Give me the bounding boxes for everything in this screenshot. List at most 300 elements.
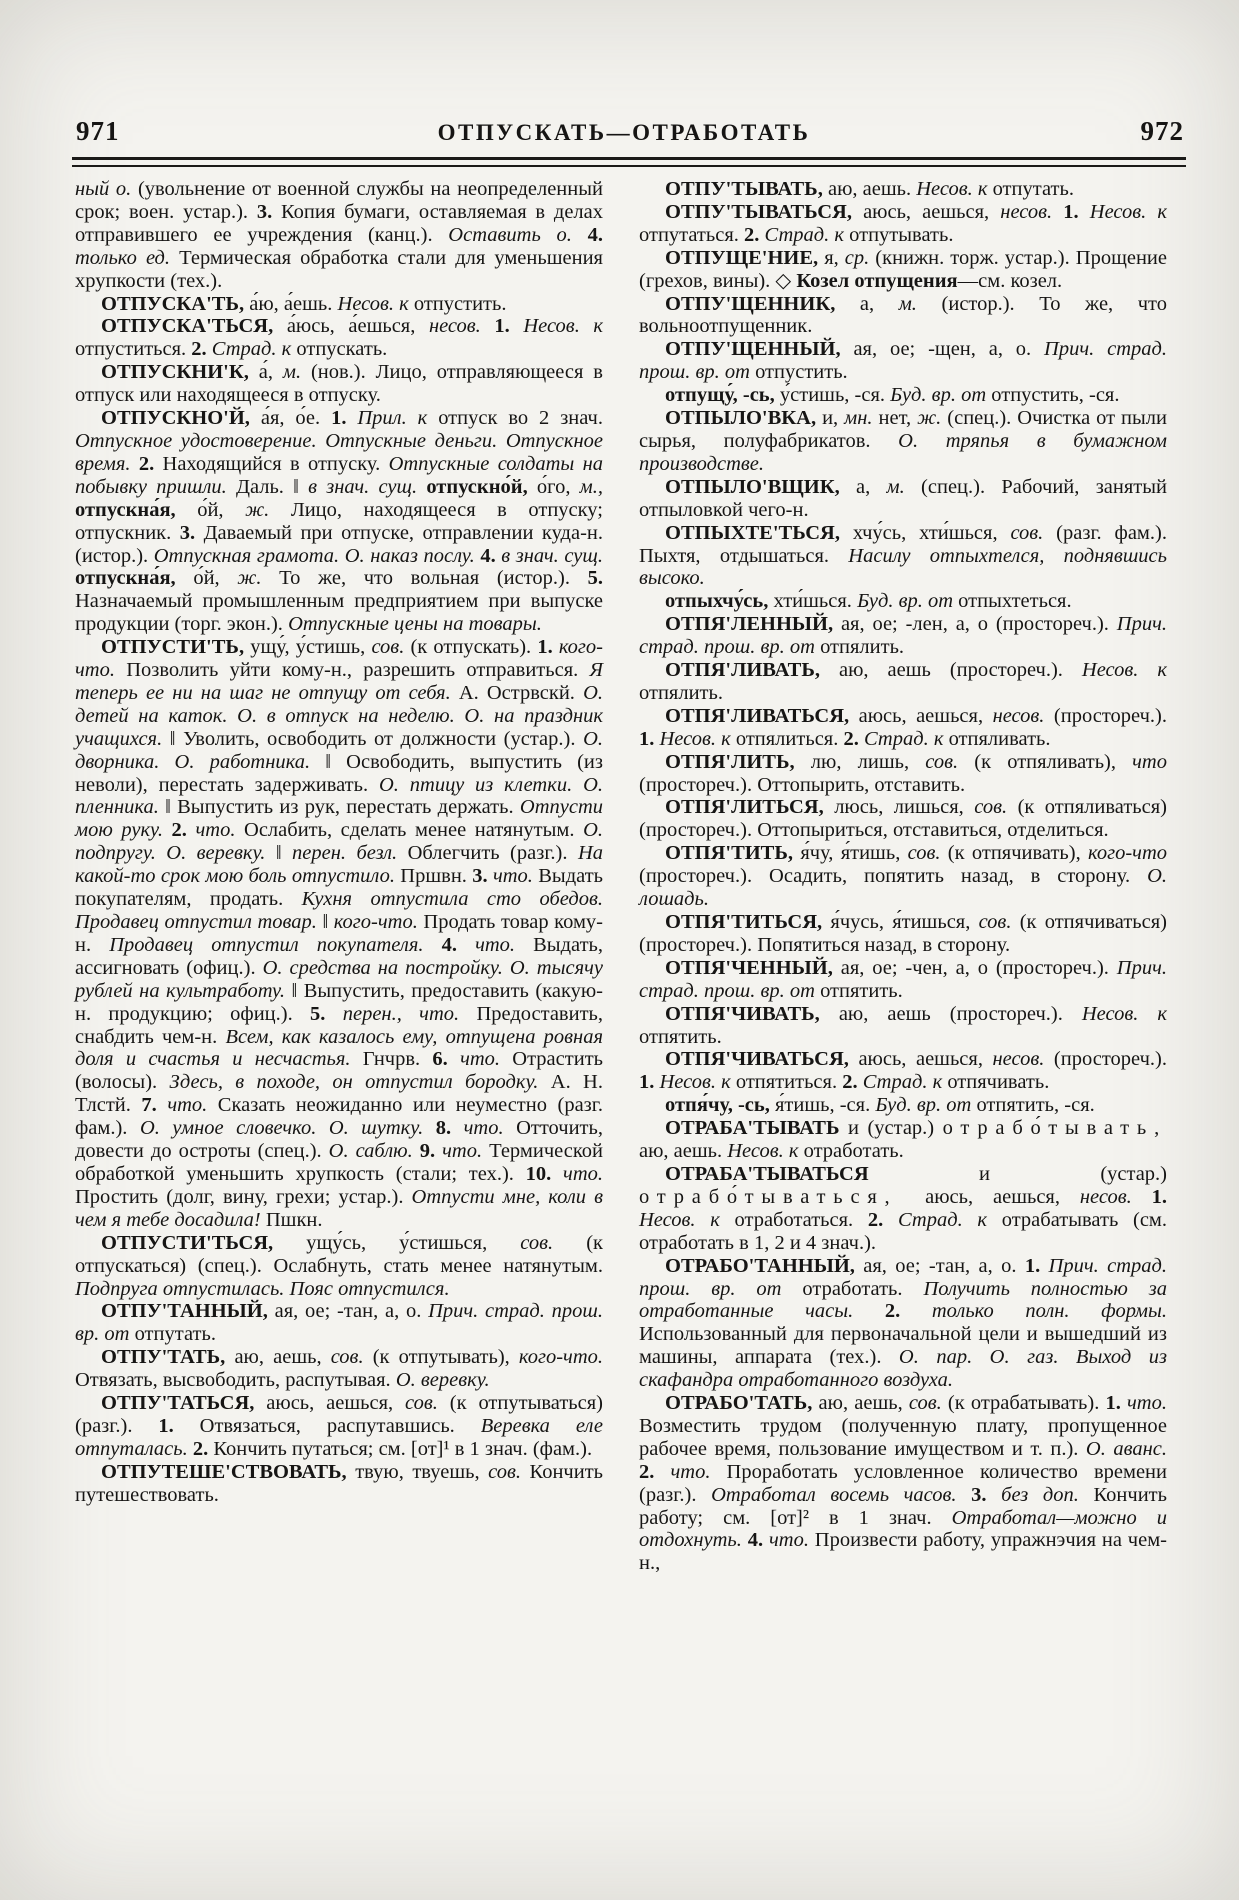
entry-text-segment: (к отпутывать), bbox=[372, 1346, 519, 1369]
entry-text-segment: отпустить. bbox=[413, 292, 507, 315]
entry-text-segment: аюсь, аешься, bbox=[858, 1048, 993, 1071]
entry-text-segment: я́чу, я́тишь, bbox=[800, 842, 908, 865]
entry-text-segment: (к отпяливать), bbox=[974, 750, 1133, 773]
entry-text-segment: Позволить уйти кому-н., разрешить отправиться. bbox=[126, 659, 590, 682]
entry-text-segment: Сказать неожиданно или неуместно (разг. фам.). bbox=[75, 1094, 604, 1140]
entry-text-segment: 1. bbox=[494, 315, 524, 338]
entry-text-segment: Подпруга отпустилась. Пояс отпустился. bbox=[75, 1277, 450, 1300]
dictionary-entry bbox=[639, 178, 1167, 201]
entry-text-segment: аю, аешь. bbox=[827, 178, 917, 200]
dictionary-entry bbox=[639, 384, 1167, 407]
entry-text-segment: 2. bbox=[192, 1437, 214, 1460]
dictionary-entry bbox=[639, 201, 1167, 247]
entry-text-segment: Прич. страд. прош. вр. от bbox=[639, 956, 1168, 1002]
entry-text-segment: и (устар.) bbox=[978, 1162, 1167, 1185]
entry-text-segment: отработаться. bbox=[734, 1208, 868, 1231]
entry-text-segment: ая, ое; -щен, а, о. bbox=[853, 338, 1045, 361]
entry-text-segment: отработать. bbox=[803, 1140, 904, 1163]
dictionary-entry bbox=[639, 659, 1167, 705]
entry-text-segment: Простить (долг, вину, грехи; устар.). bbox=[75, 1185, 412, 1208]
entry-text-segment: Даваемый при отпуске, отправлении куда-н. (истор.). bbox=[75, 521, 603, 567]
entry-text-segment: (нов.). Лицо, отправляющееся в отпуск или находящееся в отпуску. bbox=[75, 361, 603, 407]
dictionary-entry bbox=[75, 361, 603, 407]
entry-text-segment: 1. bbox=[537, 636, 559, 659]
entry-text-segment: Кончить путешествовать. bbox=[75, 1460, 604, 1506]
entry-text-segment: аю, аешь, bbox=[234, 1346, 331, 1369]
right-column bbox=[639, 178, 1167, 1575]
dictionary-entry bbox=[639, 1048, 1167, 1094]
entry-text-segment: ущу́, у́стишь, bbox=[250, 636, 372, 659]
entry-text-segment: сов. bbox=[488, 1460, 530, 1483]
text-columns bbox=[75, 178, 1167, 1575]
entry-text-segment: ОТПУЩЕ'НИЕ, bbox=[665, 246, 825, 269]
dictionary-entry bbox=[639, 247, 1167, 293]
entry-text-segment: Страд. к bbox=[897, 1208, 1002, 1231]
entry-text-segment: 2. bbox=[191, 338, 212, 361]
entry-text-segment: отпятить. bbox=[820, 979, 903, 1002]
entry-text-segment: (простореч.). Осадить, попятить назад, в сторону. bbox=[639, 865, 1148, 888]
entry-text-segment: м. bbox=[282, 361, 311, 384]
entry-text-segment: Отпускные солдаты на побывку пришли. bbox=[75, 452, 604, 498]
entry-text-segment: ОТРАБА'ТЫВАТЬ bbox=[665, 1117, 848, 1140]
entry-text-segment: О. лошадь. bbox=[639, 865, 1167, 911]
entry-text-segment: ОТПУ'ТАТЬСЯ, bbox=[101, 1392, 267, 1415]
entry-text-segment: ОТПЫХТЕ'ТЬСЯ, bbox=[665, 521, 853, 544]
entry-text-segment: отпустить, -ся. bbox=[991, 384, 1120, 407]
entry-text-segment: ОТПЯ'ТИТЬ, bbox=[665, 842, 801, 865]
dictionary-entry bbox=[639, 1117, 1167, 1163]
entry-text-segment: ОТПЯ'ТИТЬСЯ, bbox=[665, 911, 831, 933]
dictionary-entry bbox=[75, 1232, 603, 1301]
entry-text-segment: что. bbox=[442, 1140, 490, 1163]
entry-text-segment: О. подпругу. О. веревку. bbox=[75, 819, 604, 865]
entry-text-segment: аю, аешь (простореч.). bbox=[839, 659, 1082, 682]
entry-text-segment: О. умное словечко. О. шутку. bbox=[139, 1117, 436, 1140]
entry-text-segment: нет, bbox=[878, 407, 918, 430]
dictionary-entry bbox=[639, 957, 1167, 1003]
entry-text-segment: ‖ Выпустить, предоставить (какую-н. продукцию; офиц.). bbox=[75, 979, 603, 1025]
entry-text-segment: несов. bbox=[992, 704, 1054, 727]
entry-text-segment: кого-что bbox=[1088, 842, 1167, 865]
dictionary-entry bbox=[639, 476, 1167, 522]
entry-text-segment: Козел отпущения bbox=[796, 269, 958, 292]
entry-text-segment: сов. bbox=[330, 1346, 373, 1369]
dictionary-entry bbox=[639, 1094, 1167, 1117]
entry-text-segment: ср. bbox=[844, 246, 876, 269]
entry-text-segment: кого-что. bbox=[75, 636, 603, 682]
entry-text-segment: О. тряпья в бумажном производстве. bbox=[639, 429, 1167, 475]
entry-text-segment: несов. bbox=[992, 1048, 1054, 1071]
entry-text-segment: 4. bbox=[441, 933, 476, 956]
entry-text-segment: кого-что. bbox=[333, 911, 424, 933]
entry-text-segment: Несов. к bbox=[916, 178, 993, 200]
entry-text-segment: Страд. к bbox=[211, 338, 297, 361]
entry-text-segment: ОТПЯ'ЛИВАТЬ, bbox=[665, 659, 840, 682]
entry-text-segment: (к отпяливаться) (простореч.). Оттопыриться, отставиться, отделиться. bbox=[639, 796, 1167, 842]
entry-text-segment: 2. bbox=[744, 223, 765, 246]
entry-text-segment: Отпускная грамота. О. наказ послу. bbox=[153, 544, 481, 567]
entry-text-segment: ОТПУСКА'ТЬ, bbox=[101, 292, 250, 315]
entry-text-segment: аюсь, аешься, bbox=[925, 1185, 1080, 1208]
entry-text-segment: А. Острвскй. bbox=[458, 681, 584, 704]
entry-text-segment: ая, ое; -тан, а, о. bbox=[863, 1254, 1025, 1277]
entry-text-segment: ОТРАБО'ТАННЫЙ, bbox=[665, 1254, 864, 1277]
entry-text-segment: 4. bbox=[480, 544, 502, 567]
entry-text-segment: Кухня отпустила сто обедов. Продавец отпустил товар. bbox=[75, 888, 603, 933]
entry-text-segment: 1. bbox=[158, 1414, 200, 1437]
entry-text-segment: 2. bbox=[639, 1460, 671, 1483]
entry-text-segment: отпутывать. bbox=[849, 223, 954, 246]
entry-text-segment: Использованный для первоначальной цели и вышедший из машины, аппарата (тех.). bbox=[639, 1323, 1167, 1369]
entry-text-segment: хти́шься. bbox=[773, 590, 858, 613]
entry-text-segment: Прич. страд. прош. вр. от bbox=[639, 613, 1167, 659]
entry-text-segment: Возместить трудом (полученную плату, пропущенное рабочее время, пользование имуществом и т. п.). bbox=[639, 1414, 1167, 1460]
entry-text-segment: отпячивать. bbox=[947, 1071, 1050, 1094]
dictionary-entry bbox=[75, 1461, 603, 1507]
entry-text-segment: Несов. к bbox=[727, 1140, 804, 1163]
entry-text-segment: О. веревку. bbox=[395, 1369, 490, 1392]
entry-text-segment: 7. bbox=[141, 1094, 168, 1117]
entry-text-segment: твую, твуешь, bbox=[355, 1460, 489, 1483]
entry-text-segment: а, bbox=[859, 292, 899, 315]
entry-text-segment: ‖ Уволить, освободить от должности (устар.). bbox=[169, 727, 584, 750]
entry-text-segment: аюсь, аешься, bbox=[858, 704, 993, 727]
entry-text-segment: перен. безл. bbox=[292, 842, 408, 865]
entry-text-segment: 1. bbox=[1024, 1254, 1049, 1277]
entry-text-segment: аю, аешь, bbox=[818, 1392, 909, 1415]
entry-text-segment: м. bbox=[886, 475, 922, 498]
entry-text-segment: (увольнение от военной службы на неопределенный срок; воен. устар.). bbox=[75, 178, 603, 223]
running-head-title: ОТПУСКАТЬ—ОТРАБОТАТЬ bbox=[437, 120, 811, 145]
entry-text-segment: что. bbox=[492, 865, 539, 888]
entry-text-segment: Назначаемый промышленным предприятием при выпуске продукции (торг. экон.). bbox=[75, 590, 603, 636]
entry-text-segment: сов. bbox=[520, 1231, 587, 1254]
entry-text-segment: 1. bbox=[1063, 200, 1090, 223]
entry-text-segment: Термическая обработка стали для уменьшения хрупкости (тех.). bbox=[75, 246, 603, 292]
entry-text-segment: что. bbox=[768, 1529, 815, 1552]
entry-text-segment: сов. bbox=[907, 842, 948, 865]
entry-text-segment: я, bbox=[824, 246, 845, 269]
dictionary-entry bbox=[75, 178, 603, 293]
entry-text-segment: Несов. к bbox=[639, 1208, 735, 1231]
entry-text-segment: Находящийся в отпуску. bbox=[162, 452, 389, 475]
entry-text-segment: Произвести работу, упражнэчия на чем-н., bbox=[639, 1529, 1168, 1575]
entry-text-segment: Продать товар кому-н. bbox=[75, 911, 604, 956]
left-column bbox=[75, 178, 603, 1575]
entry-text-segment: хчу́сь, хти́шься, bbox=[852, 521, 1011, 544]
entry-text-segment: Буд. вр. от bbox=[875, 1094, 977, 1117]
entry-text-segment: 1. bbox=[1105, 1392, 1128, 1415]
entry-text-segment: несов. bbox=[428, 315, 495, 338]
entry-text-segment: Буд. вр. от bbox=[890, 384, 992, 407]
entry-text-segment: отпускна́я, bbox=[75, 567, 194, 590]
entry-text-segment: 2. bbox=[842, 1071, 863, 1094]
dictionary-entry bbox=[639, 1163, 1167, 1255]
dictionary-entry bbox=[639, 1255, 1167, 1392]
entry-text-segment: и, bbox=[822, 407, 845, 430]
entry-text-segment: Несов. к bbox=[659, 727, 736, 750]
entry-text-segment: Отработал восемь часов. bbox=[711, 1483, 972, 1506]
dictionary-entry bbox=[639, 751, 1167, 797]
entry-text-segment: Предоставить, снабдить чем-н. bbox=[75, 1002, 604, 1048]
entry-text-segment: что. bbox=[1127, 1392, 1167, 1415]
entry-text-segment: Отпусти мне, коли в чем я тебе досадила! bbox=[75, 1185, 603, 1231]
entry-text-segment: а́ю, а́ешь. bbox=[249, 292, 338, 315]
entry-text-segment: 5. bbox=[310, 1002, 343, 1025]
entry-text-segment: Отрастить (волосы). bbox=[75, 1048, 603, 1094]
entry-text-segment: Несов. к bbox=[659, 1071, 736, 1094]
entry-text-segment: отпыхчу́сь, bbox=[665, 590, 774, 613]
entry-text-segment: только ед. bbox=[75, 246, 180, 269]
entry-text-segment: Прич. страд. прош. вр. от bbox=[639, 1254, 1168, 1300]
entry-text-segment: аюсь, аешься, bbox=[863, 200, 1001, 223]
entry-text-segment: (к отрабатывать). bbox=[947, 1392, 1106, 1415]
entry-text-segment: отработать. bbox=[802, 1277, 924, 1300]
entry-text-segment: Копия бумаги, оставляемая в делах отправившего ее учреждения (канц.). bbox=[75, 200, 603, 246]
entry-text-segment: мн. bbox=[844, 407, 879, 430]
left-page-number: 971 bbox=[76, 116, 120, 146]
entry-text-segment: отпутаться. bbox=[639, 223, 745, 246]
dictionary-entry bbox=[75, 1346, 603, 1392]
entry-text-segment: Всем, как казалось ему, отпущена ровная доля и счастья и несчастья. bbox=[75, 1025, 604, 1071]
dictionary-entry bbox=[639, 1003, 1167, 1049]
entry-text-segment: О. аванс. bbox=[1085, 1437, 1167, 1460]
entry-text-segment: без доп. bbox=[1001, 1483, 1094, 1506]
entry-text-segment: ОТПУТЕШЕ'СТВОВАТЬ, bbox=[101, 1460, 356, 1483]
entry-text-segment: сов. bbox=[1010, 521, 1057, 544]
entry-text-segment: сов. bbox=[371, 636, 411, 659]
entry-text-segment: перен., что. bbox=[342, 1002, 477, 1025]
entry-text-segment: Кончить путаться; см. [от]¹ в 1 знач. (фам.). bbox=[213, 1437, 593, 1460]
entry-text-segment: отпускать. bbox=[296, 338, 388, 361]
entry-text-segment: о́го, bbox=[536, 475, 580, 498]
entry-text-segment: Прич. страд. прош. вр. от bbox=[639, 338, 1168, 384]
entry-text-segment: 6. bbox=[432, 1048, 461, 1071]
entry-text-segment: отпутать. bbox=[134, 1323, 216, 1346]
entry-text-segment: ОТРАБА'ТЫВАТЬСЯ bbox=[665, 1162, 979, 1185]
entry-text-segment: Здесь, в походе, он отпустил бородку. bbox=[169, 1071, 551, 1094]
entry-text-segment: что. bbox=[167, 1094, 218, 1117]
entry-text-segment: (к отпячивать), bbox=[947, 842, 1089, 865]
entry-text-segment: 3. bbox=[179, 521, 204, 544]
dictionary-entry bbox=[75, 293, 603, 316]
entry-text-segment: 10. bbox=[525, 1162, 564, 1185]
entry-text-segment: отрабо́тываться, bbox=[639, 1185, 926, 1208]
entry-text-segment: Я теперь ее ни на шаг не отпущу от себя. bbox=[75, 659, 603, 704]
entry-text-segment: а́, bbox=[258, 361, 283, 384]
entry-text-segment: 5. bbox=[587, 567, 603, 590]
entry-text-segment: ОТПЫЛО'ВКА, bbox=[665, 407, 823, 430]
entry-text-segment: несов. bbox=[1079, 1185, 1152, 1208]
entry-text-segment: Выдать покупателям, продать. bbox=[75, 865, 604, 911]
entry-text-segment: отпятить. bbox=[639, 1025, 722, 1048]
entry-text-segment: ный о. bbox=[75, 178, 138, 200]
entry-text-segment: ‖ bbox=[275, 842, 293, 865]
entry-text-segment: О. птицу из клетки. О. пленника. bbox=[75, 773, 603, 819]
dictionary-entry bbox=[75, 1392, 603, 1461]
entry-text-segment: 1. bbox=[331, 407, 358, 430]
entry-text-segment: 8. bbox=[435, 1117, 464, 1140]
entry-text-segment: Облегчить (разг.). bbox=[407, 842, 578, 865]
entry-text-segment: 3. bbox=[256, 200, 282, 223]
entry-text-segment: 1. bbox=[639, 727, 660, 750]
entry-text-segment: ОТПУСКНИ'К, bbox=[101, 361, 259, 384]
entry-text-segment: Оставить о. bbox=[448, 223, 588, 246]
entry-text-segment: 3. bbox=[472, 865, 493, 888]
entry-text-segment: Несов. к bbox=[1081, 1002, 1167, 1025]
entry-text-segment: 2. bbox=[884, 1300, 932, 1323]
entry-text-segment: ОТПЯ'ЛИТЬСЯ, bbox=[665, 796, 835, 819]
dictionary-entry bbox=[639, 338, 1167, 384]
dictionary-entry bbox=[639, 613, 1167, 659]
entry-text-segment: ая, ое; -лен, а, о (простореч.). bbox=[840, 613, 1117, 636]
entry-text-segment: ОТПУ'ТАТЬ, bbox=[101, 1346, 235, 1369]
dictionary-entry bbox=[75, 315, 603, 361]
dictionary-entry bbox=[639, 407, 1167, 476]
entry-text-segment: в знач. сущ. bbox=[308, 475, 427, 498]
entry-text-segment: (простореч.). bbox=[1053, 1048, 1167, 1071]
entry-text-segment: Ослабить, сделать менее натянутым. bbox=[244, 819, 584, 842]
page-header bbox=[76, 116, 1184, 147]
entry-text-segment: 4. bbox=[587, 223, 603, 246]
entry-text-segment: То же, что вольная (истор.). bbox=[279, 567, 588, 590]
entry-text-segment: Даль. ‖ bbox=[235, 475, 309, 498]
entry-text-segment: 4. bbox=[747, 1529, 769, 1552]
entry-text-segment: что. bbox=[563, 1162, 604, 1185]
entry-text-segment: ‖ bbox=[322, 911, 334, 933]
entry-text-segment: сов. bbox=[925, 750, 975, 773]
dictionary-entry bbox=[639, 796, 1167, 842]
entry-text-segment: отпыхтеться. bbox=[958, 590, 1072, 613]
entry-text-segment: 2. bbox=[138, 452, 163, 475]
entry-text-segment: 2. bbox=[867, 1208, 898, 1231]
entry-text-segment: Проработать условленное количество времени (разг.). bbox=[639, 1460, 1168, 1506]
entry-text-segment: аю, аешь. bbox=[639, 1140, 728, 1163]
entry-text-segment: отпустить. bbox=[755, 361, 848, 384]
dictionary-entry bbox=[639, 842, 1167, 911]
header-divider-rule bbox=[72, 157, 1186, 167]
entry-text-segment: Гнчрв. bbox=[362, 1048, 433, 1071]
entry-text-segment: ОТПЯ'ЛИТЬ, bbox=[665, 750, 811, 773]
entry-text-segment: Выдать, ассигновать (офиц.). bbox=[75, 933, 604, 979]
entry-text-segment: ж. bbox=[245, 498, 291, 521]
entry-text-segment: (книжн. торж. устар.). Прощение (грехов, вины). ◇ bbox=[639, 246, 1167, 292]
entry-text-segment: что. bbox=[670, 1460, 727, 1483]
entry-text-segment: м., bbox=[579, 475, 603, 498]
entry-text-segment: Веревка еле отпуталась. bbox=[75, 1414, 603, 1460]
entry-text-segment: отпуск во 2 знач. bbox=[438, 407, 603, 430]
entry-text-segment: Несов. к bbox=[523, 315, 603, 338]
dictionary-entry bbox=[75, 1300, 603, 1346]
entry-text-segment: аюсь, аешься, bbox=[266, 1392, 406, 1415]
entry-text-segment: в знач. сущ. bbox=[501, 544, 604, 567]
entry-text-segment: Термической обработкой уменьшить хрупкость (стали; тех.). bbox=[75, 1140, 603, 1185]
entry-text-segment: (к отпускаться) (спец.). Ослабнуть, стать менее натянутым. bbox=[75, 1231, 603, 1277]
entry-text-segment: о́й, bbox=[197, 498, 246, 521]
entry-text-segment: о́й, bbox=[193, 567, 238, 590]
entry-text-segment: Прил. к bbox=[357, 407, 439, 430]
entry-text-segment: Лицо, находящееся в отпуску; отпускник. bbox=[75, 498, 603, 544]
entry-text-segment: отрабо́тывать, bbox=[942, 1117, 1167, 1140]
entry-text-segment: ОТПУ'ТЫВАТЬ, bbox=[665, 178, 828, 200]
entry-text-segment: (к отпутываться) (разг.). bbox=[75, 1392, 603, 1437]
entry-text-segment: (простореч.). bbox=[1053, 704, 1167, 727]
entry-text-segment: отпя́чу, -сь, bbox=[665, 1094, 775, 1117]
dictionary-entry bbox=[639, 1392, 1167, 1575]
entry-text-segment: ОТПУ'ЩЕННЫЙ, bbox=[665, 338, 854, 361]
entry-text-segment: ж. bbox=[917, 407, 948, 430]
entry-text-segment: А. Н. Тлстй. bbox=[75, 1071, 603, 1117]
dictionary-entry bbox=[75, 636, 603, 1232]
entry-text-segment: Буд. вр. от bbox=[857, 590, 959, 613]
entry-text-segment: люсь, лишься, bbox=[834, 796, 975, 819]
entry-text-segment: м. bbox=[898, 292, 942, 315]
entry-text-segment: ОТПУСКНО'Й, bbox=[101, 407, 261, 430]
entry-text-segment: ОТПУ'ЩЕННИК, bbox=[665, 292, 860, 315]
entry-text-segment: отпускно́й, bbox=[426, 475, 537, 498]
entry-text-segment: Отпускные цены на товары. bbox=[288, 613, 542, 636]
entry-text-segment: 3. bbox=[971, 1483, 1002, 1506]
entry-text-segment: ОТПУ'ТЫВАТЬСЯ, bbox=[665, 200, 864, 223]
entry-text-segment: Отвязать, высвободить, распутывая. bbox=[75, 1369, 396, 1392]
entry-text-segment: и (устар.) bbox=[848, 1117, 943, 1140]
entry-text-segment: Пшкн. bbox=[265, 1208, 323, 1231]
entry-text-segment: Пршвн. bbox=[400, 865, 473, 888]
entry-text-segment: ая, ое; -чен, а, о (простореч.). bbox=[840, 956, 1117, 979]
entry-text-segment: только полн. формы. bbox=[931, 1300, 1168, 1323]
entry-text-segment: что. bbox=[460, 1048, 513, 1071]
entry-text-segment: Кончить работу; см. [от]² в 1 знач. bbox=[639, 1483, 1167, 1529]
entry-text-segment: ОТПУСТИ'ТЬСЯ, bbox=[101, 1231, 307, 1254]
entry-text-segment: (к отпускать). bbox=[410, 636, 538, 659]
entry-text-segment: отпялить. bbox=[820, 636, 905, 659]
dictionary-entry bbox=[75, 407, 603, 636]
entry-text-segment: Страд. к bbox=[863, 727, 949, 750]
entry-text-segment: Страд. к bbox=[862, 1071, 948, 1094]
entry-text-segment: Прич. страд. прош. вр. от bbox=[75, 1300, 603, 1346]
entry-text-segment: ‖ Выпустить из рук, перестать держать. bbox=[165, 796, 520, 819]
entry-text-segment: ОТПУСКА'ТЬСЯ, bbox=[101, 315, 287, 338]
entry-text-segment: отпяливать. bbox=[948, 727, 1051, 750]
entry-text-segment: кого-что. bbox=[518, 1346, 603, 1369]
entry-text-segment: О. дворника. О. работника. bbox=[75, 727, 603, 773]
entry-text-segment: а, bbox=[856, 475, 887, 498]
entry-text-segment: О. саблю. bbox=[328, 1140, 420, 1163]
entry-text-segment: отпускна́я, bbox=[75, 498, 198, 521]
dictionary-entry bbox=[639, 590, 1167, 613]
entry-text-segment: (спец.). Очистка от пыли сырья, полуфабрикатов. bbox=[639, 407, 1167, 452]
entry-text-segment: сов. bbox=[978, 911, 1020, 933]
entry-text-segment: отпуститься. bbox=[75, 338, 192, 361]
entry-text-segment: ОТПУСТИ'ТЬ, bbox=[101, 636, 251, 659]
entry-text-segment: ОТПЯ'ЧИВАТЬСЯ, bbox=[665, 1048, 859, 1071]
entry-text-segment: ая, ое; -тан, а, о. bbox=[274, 1300, 429, 1323]
entry-text-segment: 2. bbox=[843, 727, 864, 750]
dictionary-entry bbox=[639, 293, 1167, 339]
entry-text-segment: (истор.). То же, что вольноотпущенник. bbox=[639, 292, 1168, 338]
entry-text-segment: (простореч.). Оттопырить, отставить. bbox=[639, 773, 966, 796]
entry-text-segment: что. bbox=[475, 933, 534, 956]
entry-text-segment: что bbox=[1132, 750, 1167, 773]
entry-text-segment: 1. bbox=[639, 1071, 660, 1094]
dictionary-entry bbox=[639, 911, 1167, 957]
entry-text-segment: О. средства на постройку. О. тысячу рублей на культработу. bbox=[75, 956, 603, 1002]
entry-text-segment: (спец.). Рабочий, занятый отпыловкой чего-н. bbox=[639, 475, 1167, 521]
entry-text-segment: 9. bbox=[419, 1140, 443, 1163]
entry-text-segment: (разг. фам.). Пыхтя, отдышаться. bbox=[639, 521, 1167, 567]
entry-text-segment: а́юсь, а́ешься, bbox=[286, 315, 429, 338]
right-page-number: 972 bbox=[1140, 116, 1184, 146]
